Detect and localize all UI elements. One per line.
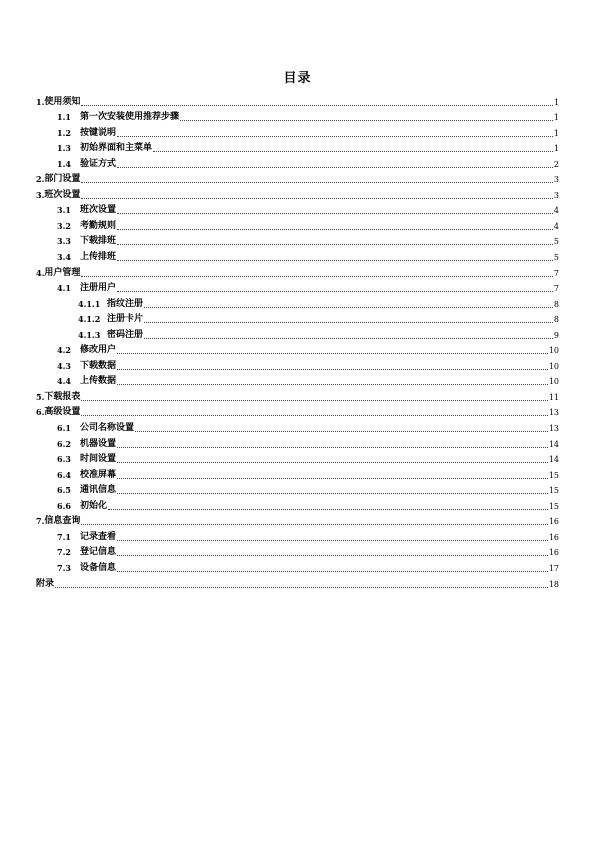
table-of-contents — [36, 92, 559, 590]
dot-leader — [81, 399, 547, 401]
toc-entry-number: 3.3 — [57, 236, 71, 247]
toc-entry-label: 验证方式 — [80, 158, 117, 169]
toc-entry-page-number: 1 — [553, 128, 559, 138]
toc-entry[interactable] — [36, 543, 559, 559]
toc-entry[interactable] — [36, 558, 559, 574]
dot-leader — [81, 197, 553, 199]
toc-entry[interactable] — [36, 232, 559, 248]
toc-entry-label: 上传数据 — [80, 376, 117, 387]
toc-entry-number: 7.1 — [57, 531, 71, 542]
toc-entry-number: 1.1 — [57, 112, 71, 123]
toc-entry-label: 高级设置 — [44, 407, 81, 418]
dot-leader — [108, 508, 548, 510]
dot-leader — [81, 523, 547, 525]
toc-entry-label: 机器设置 — [80, 438, 117, 449]
toc-entry-label: 修改用户 — [80, 345, 117, 356]
toc-entry-label: 上传排班 — [80, 252, 117, 263]
dot-leader — [117, 383, 548, 385]
toc-entry[interactable] — [36, 216, 559, 232]
toc-entry[interactable] — [36, 263, 559, 279]
toc-entry-label: 下载数据 — [80, 360, 117, 371]
toc-entry[interactable] — [36, 418, 559, 434]
toc-entry-page-number: 17 — [548, 563, 559, 573]
toc-entry-label: 下载报表 — [44, 391, 81, 402]
dot-leader — [117, 212, 553, 214]
toc-entry-label: 通讯信息 — [80, 485, 117, 496]
dot-leader — [144, 306, 553, 308]
toc-entry-page-number: 8 — [553, 315, 559, 325]
toc-entry-page-number: 13 — [548, 424, 559, 434]
toc-entry[interactable] — [36, 247, 559, 263]
dot-leader — [144, 337, 553, 339]
toc-entry[interactable] — [36, 403, 559, 419]
toc-entry-page-number: 10 — [548, 377, 559, 387]
toc-entry-page-number: 15 — [548, 486, 559, 496]
toc-entry[interactable] — [36, 496, 559, 512]
toc-entry-number: 2. — [36, 174, 45, 185]
toc-entry[interactable] — [36, 294, 559, 310]
toc-entry[interactable] — [36, 341, 559, 357]
toc-entry-number: 1.2 — [57, 127, 71, 138]
toc-entry-number: 4.1.3 — [78, 329, 101, 340]
dot-leader — [81, 414, 547, 416]
toc-entry-page-number: 1 — [553, 144, 559, 154]
toc-entry-label: 注册卡片 — [107, 314, 144, 325]
toc-entry-label: 班次设置 — [44, 189, 81, 200]
toc-entry-number: 4.4 — [57, 376, 71, 387]
dot-leader — [117, 477, 548, 479]
toc-entry-page-number: 3 — [553, 175, 559, 185]
toc-entry-number: 7. — [36, 516, 45, 527]
toc-entry-number: 5. — [36, 391, 45, 402]
toc-entry-label: 初始化 — [80, 500, 108, 511]
toc-entry-page-number: 5 — [553, 237, 559, 247]
toc-entry-number: 6.4 — [57, 469, 71, 480]
toc-entry-number: 3. — [36, 189, 45, 200]
dot-leader — [81, 275, 553, 277]
page-title: 目录 — [283, 71, 312, 86]
dot-leader — [117, 539, 548, 541]
toc-entry-label: 信息查询 — [44, 516, 81, 527]
dot-leader — [81, 181, 553, 183]
toc-entry-number: 6.3 — [57, 454, 71, 465]
dot-leader — [117, 570, 548, 572]
toc-entry-page-number: 4 — [553, 221, 559, 231]
toc-entry-number: 4. — [36, 267, 45, 278]
toc-entry-number: 7.2 — [57, 547, 71, 558]
toc-entry-label: 附录 — [36, 578, 55, 589]
dot-leader — [117, 243, 553, 245]
toc-entry-label: 指纹注册 — [107, 298, 144, 309]
toc-entry-page-number: 15 — [548, 470, 559, 480]
toc-entry-number: 6.1 — [57, 423, 71, 434]
dot-leader — [153, 150, 553, 152]
dot-leader — [117, 554, 548, 556]
dot-leader — [117, 166, 553, 168]
toc-entry-label: 登记信息 — [80, 547, 117, 558]
toc-entry-page-number: 3 — [553, 190, 559, 200]
toc-entry[interactable] — [36, 139, 559, 155]
dot-leader — [117, 492, 548, 494]
toc-entry-page-number: 4 — [553, 206, 559, 216]
toc-entry[interactable] — [36, 387, 559, 403]
toc-entry[interactable] — [36, 170, 559, 186]
toc-entry-number: 4.1.2 — [78, 314, 101, 325]
toc-entry-page-number: 16 — [548, 532, 559, 542]
toc-entry-number: 4.1 — [57, 283, 71, 294]
toc-entry-page-number: 11 — [548, 392, 559, 402]
toc-entry-label: 校准屏幕 — [80, 469, 117, 480]
toc-entry-label: 按键说明 — [80, 127, 117, 138]
toc-entry-number: 1.4 — [57, 158, 71, 169]
toc-entry-number: 3.4 — [57, 252, 71, 263]
toc-entry-number: 4.2 — [57, 345, 71, 356]
toc-entry[interactable] — [36, 279, 559, 295]
dot-leader — [81, 104, 553, 106]
toc-entry[interactable] — [36, 123, 559, 139]
dot-leader — [117, 135, 553, 137]
toc-entry-page-number: 1 — [553, 97, 559, 107]
toc-entry-number: 6.6 — [57, 500, 71, 511]
toc-entry[interactable] — [36, 372, 559, 388]
toc-entry-page-number: 15 — [548, 501, 559, 511]
toc-entry[interactable] — [36, 574, 559, 590]
toc-entry[interactable] — [36, 450, 559, 466]
toc-entry-number: 6.5 — [57, 485, 71, 496]
toc-entry-page-number: 2 — [553, 159, 559, 169]
dot-leader — [144, 321, 553, 323]
toc-entry-number: 3.2 — [57, 220, 71, 231]
toc-entry[interactable] — [36, 527, 559, 543]
dot-leader — [117, 446, 548, 448]
dot-leader — [117, 259, 553, 261]
toc-entry-number: 1. — [36, 96, 45, 107]
toc-entry-page-number: 5 — [553, 253, 559, 263]
toc-entry-label: 记录查看 — [80, 531, 117, 542]
toc-entry-page-number: 18 — [548, 579, 559, 589]
toc-entry-page-number: 13 — [548, 408, 559, 418]
toc-entry-label: 班次设置 — [80, 205, 117, 216]
toc-entry-page-number: 10 — [548, 346, 559, 356]
toc-entry-label: 初始界面和主菜单 — [80, 143, 153, 154]
dot-leader — [117, 290, 553, 292]
toc-entry[interactable] — [36, 512, 559, 528]
toc-entry-label: 注册用户 — [80, 283, 117, 294]
toc-entry-number: 3.1 — [57, 205, 71, 216]
toc-entry-label: 考勤规则 — [80, 220, 117, 231]
toc-entry-page-number: 9 — [553, 330, 559, 340]
dot-leader — [117, 352, 548, 354]
toc-entry[interactable] — [36, 108, 559, 124]
toc-entry-number: 4.3 — [57, 360, 71, 371]
toc-entry-number: 6. — [36, 407, 45, 418]
toc-entry-label: 设备信息 — [80, 562, 117, 573]
toc-entry[interactable] — [36, 481, 559, 497]
toc-entry-label: 公司名称设置 — [80, 423, 135, 434]
dot-leader — [55, 586, 548, 588]
toc-entry-page-number: 14 — [548, 455, 559, 465]
toc-entry-label: 部门设置 — [44, 174, 81, 185]
toc-entry-label: 时间设置 — [80, 454, 117, 465]
toc-entry-number: 1.3 — [57, 143, 71, 154]
toc-entry-page-number: 14 — [548, 439, 559, 449]
toc-entry-page-number: 8 — [553, 299, 559, 309]
toc-entry-page-number: 10 — [548, 361, 559, 371]
toc-entry[interactable] — [36, 434, 559, 450]
dot-leader — [135, 430, 548, 432]
toc-entry-label: 第一次安装使用推荐步骤 — [80, 112, 180, 123]
toc-entry-page-number: 16 — [548, 517, 559, 527]
toc-entry[interactable] — [36, 185, 559, 201]
toc-entry-page-number: 1 — [553, 113, 559, 123]
dot-leader — [117, 228, 553, 230]
toc-entry[interactable] — [36, 92, 559, 108]
toc-entry[interactable] — [36, 356, 559, 372]
toc-entry-page-number: 16 — [548, 548, 559, 558]
dot-leader — [117, 368, 548, 370]
toc-entry-number: 7.3 — [57, 562, 71, 573]
toc-entry[interactable] — [36, 310, 559, 326]
toc-entry[interactable] — [36, 201, 559, 217]
toc-entry-page-number: 7 — [553, 268, 559, 278]
toc-entry[interactable] — [36, 465, 559, 481]
dot-leader — [180, 119, 553, 121]
toc-entry-label: 使用须知 — [44, 96, 81, 107]
dot-leader — [117, 461, 548, 463]
toc-entry[interactable] — [36, 154, 559, 170]
toc-entry-label: 用户管理 — [44, 267, 81, 278]
toc-entry-page-number: 7 — [553, 284, 559, 294]
toc-entry-number: 6.2 — [57, 438, 71, 449]
toc-entry-label: 密码注册 — [107, 329, 144, 340]
toc-entry-number: 4.1.1 — [78, 298, 101, 309]
toc-entry[interactable] — [36, 325, 559, 341]
toc-entry-label: 下载排班 — [80, 236, 117, 247]
